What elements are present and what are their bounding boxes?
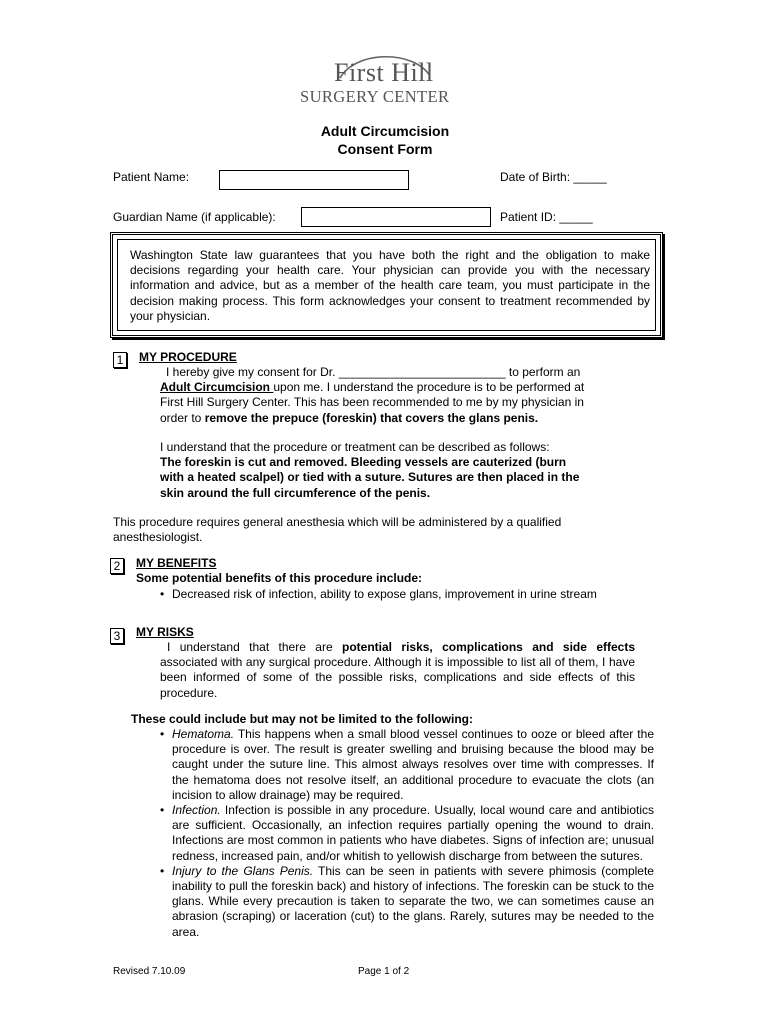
section-number-1: 1 <box>113 352 127 368</box>
benefits-list <box>160 587 632 602</box>
risk-term: Infection. <box>172 803 221 818</box>
procedure-name: Adult Circumcision <box>160 380 274 395</box>
procedure-description-line3: skin around the full circumference of the penis. <box>160 485 431 500</box>
form-title-line1: Adult Circumcision <box>320 123 450 139</box>
section1-heading: MY PROCEDURE <box>139 350 237 364</box>
section1-line2-rest: upon me. I understand the procedure is to be performed at <box>273 380 585 395</box>
benefit-item <box>160 587 632 602</box>
patient-id-label: Patient ID: _____ <box>500 210 593 224</box>
procedure-description-intro: I understand that the procedure or treatment can be described as follows: <box>160 440 550 454</box>
procedure-description-line2: with a heated scalpel) or tied with a suture. Sutures are then placed in the <box>160 470 580 485</box>
risk-text: This happens when a small blood vessel continues to ooze or bleed after the procedure is over. The result is greater swelling and bruising because the blood may be caught under the suture line. This almost always resolves over time with compresses. If the hematoma does not resolve itself, an additional procedure to evacuate the clots (an incision to allow drainage) may be required. <box>172 727 654 802</box>
risks-intro <box>160 640 635 701</box>
section1-line4-pre: order to <box>160 410 205 425</box>
anesthesia-line2: anesthesiologist. <box>113 530 203 545</box>
section2-heading: MY BENEFITS <box>136 556 217 570</box>
date-of-birth-label: Date of Birth: _____ <box>500 170 607 184</box>
section1-paragraph2 <box>160 440 610 501</box>
risks-intro-pre: I understand that there are <box>167 640 343 654</box>
section1-line4 <box>160 411 610 426</box>
section1-line2 <box>160 380 610 395</box>
procedure-description-line1: The foreskin is cut and removed. Bleeding vessels are cauterized (burn <box>160 455 567 470</box>
section-number-3: 3 <box>110 628 124 644</box>
section3-heading: MY RISKS <box>136 625 194 639</box>
risk-text: This can be seen in patients with severe phimosis (complete inability to pull the foreskin back) and history of infections. The foreskin can be stuck to the glans. While every precaution is taken to separate the two, we can sometimes cause an abrasion (scraping) or laceration (cut) to the glans. Rarely, sutures may be needed to the area. <box>172 863 654 939</box>
risk-item-glans-injury <box>160 863 654 940</box>
risk-item-infection <box>160 803 654 864</box>
risk-term: Hematoma. <box>172 727 235 741</box>
procedure-purpose: remove the prepuce (foreskin) that covers the glans penis. <box>204 410 539 425</box>
risks-list-heading: These could include but may not be limited to the following: <box>131 712 474 726</box>
section1-line1: I hereby give my consent for Dr. _________________________ to perform an <box>166 365 581 379</box>
section1-paragraph1 <box>160 365 610 426</box>
risks-intro-rest: associated with any surgical procedure. Although it is impossible to list all of them, I have been informed of some of the possible risks, complications and side effects of this procedure. <box>160 655 635 700</box>
benefits-subheading: Some potential benefits of this procedure include: <box>136 571 423 585</box>
logo-line2: SURGERY CENTER <box>300 87 450 106</box>
revision-date: Revised 7.10.09 <box>113 966 186 977</box>
benefit-text: Decreased risk of infection, ability to expose glans, improvement in urine stream <box>172 587 597 601</box>
legal-notice-box <box>110 232 663 338</box>
risks-intro-bold: potential risks, complications and side effects <box>342 640 635 654</box>
risk-term: Injury to the Glans Penis. <box>172 863 314 878</box>
guardian-name-label: Guardian Name (if applicable): <box>113 210 276 224</box>
bullet-icon: • <box>160 587 165 601</box>
form-title-line2: Consent Form <box>337 141 433 157</box>
anesthesia-paragraph <box>113 515 633 545</box>
bullet-icon: • <box>160 727 165 741</box>
first-hill-logo <box>296 48 472 110</box>
bullet-icon: • <box>160 863 165 878</box>
page-number: Page 1 of 2 <box>358 966 410 977</box>
logo-line1: First Hill <box>334 58 434 87</box>
patient-name-label: Patient Name: <box>113 170 190 184</box>
legal-notice-text: Washington State law guarantees that you have both the right and the obligation to make decisions regarding your health care. Your physician can provide you with the necessary information and advice, but as a member of the health care team, you must participate in the decision making process. This form acknowledges your consent to treatment recommended by your physician. <box>130 248 650 323</box>
risk-item-hematoma <box>160 727 654 803</box>
section-number-2: 2 <box>110 558 124 574</box>
section1-line3: First Hill Surgery Center. This has been recommended to me by my physician in <box>160 395 584 410</box>
guardian-name-field[interactable] <box>301 207 491 227</box>
bullet-icon: • <box>160 803 165 818</box>
patient-name-field[interactable] <box>219 170 409 190</box>
anesthesia-line1: This procedure requires general anesthesia which will be administered by a qualified <box>113 515 562 529</box>
risk-text: Infection is possible in any procedure. Usually, local wound care and antibiotics are sufficient. Occasionally, an infection requires partially opening the wound to drain. Infections are most common in patients who have diabetes. Signs of infection are; unusual redness, increased pain, and/or whitish to yellowish discharge from between the sutures. <box>172 803 654 863</box>
risks-list <box>160 727 654 940</box>
